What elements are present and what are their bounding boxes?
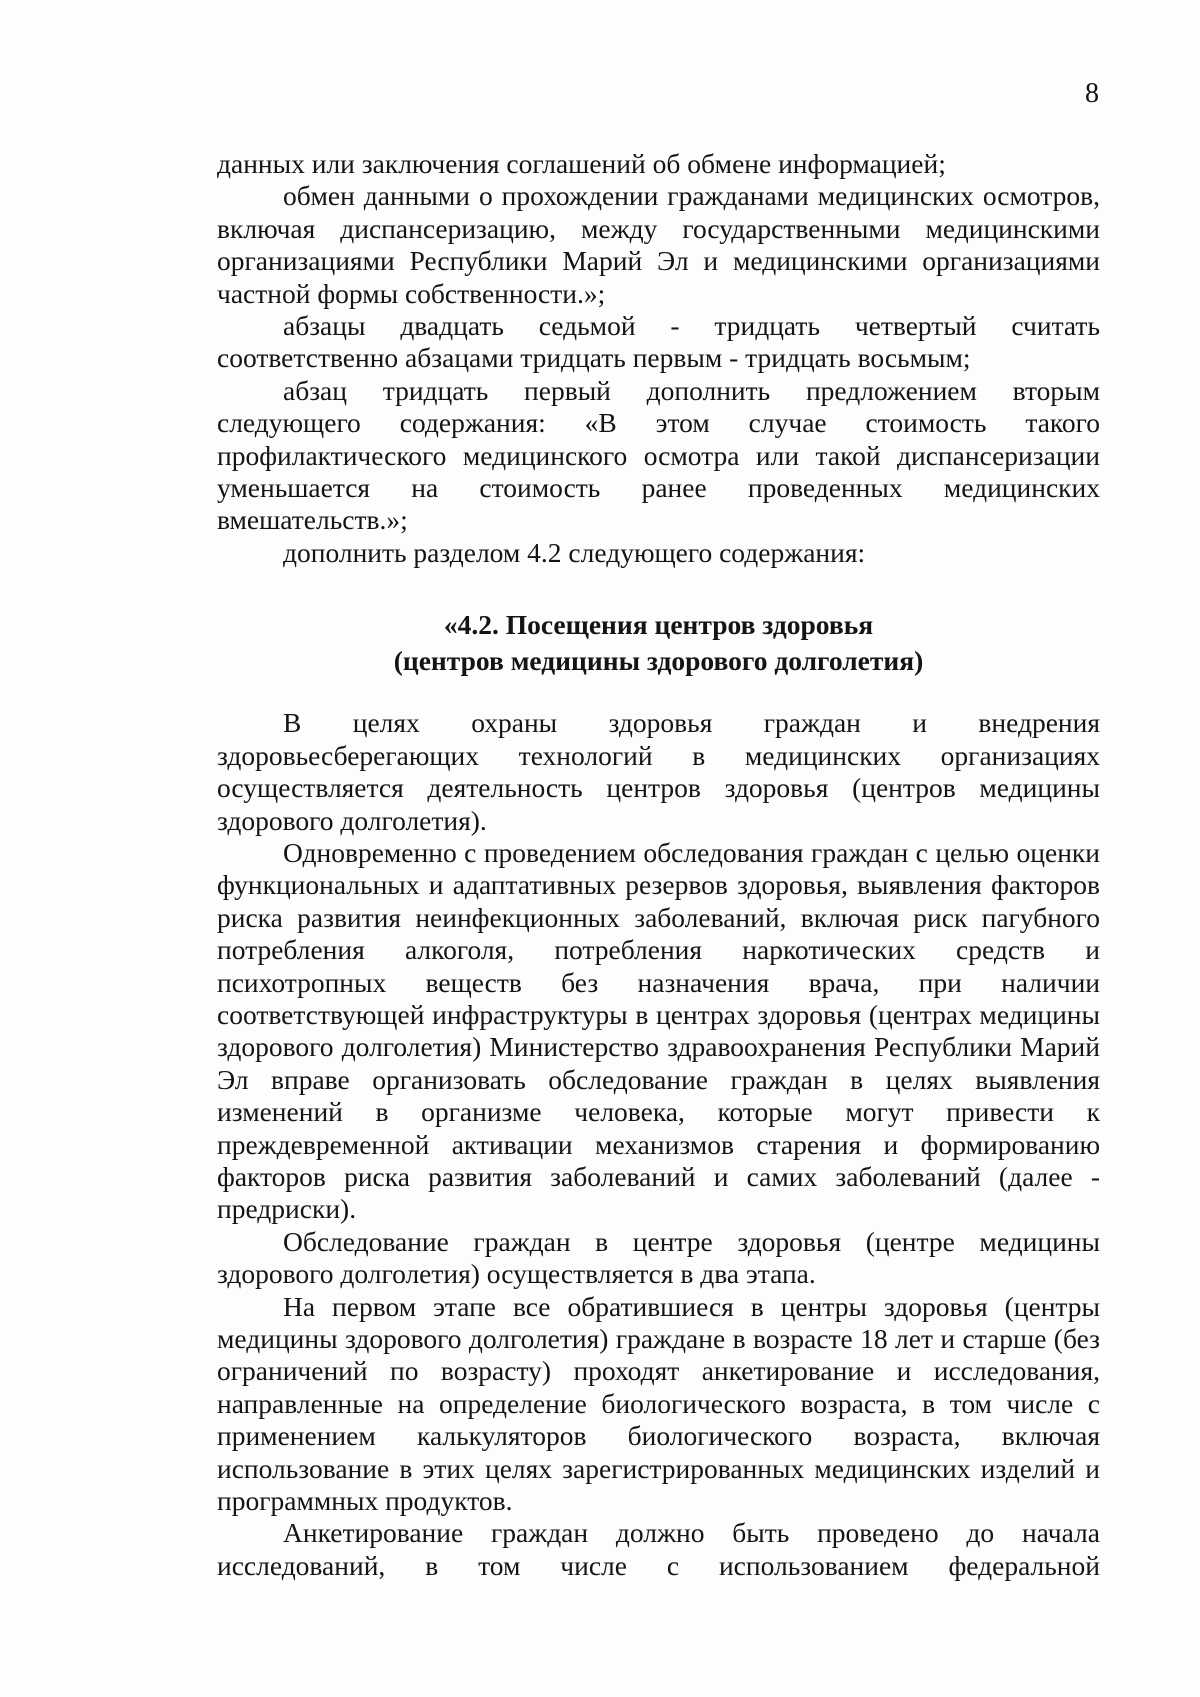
page-number: 8 xyxy=(1085,78,1099,109)
paragraph: В целях охраны здоровья граждан и внедрения здоровьесберегающих технологий в медицинских организациях осуществляется деятельность центров здоровья (центров медицины здорового долголетия). xyxy=(217,707,1100,836)
section-heading xyxy=(217,607,1100,679)
section-title-line: «4.2. Посещения центров здоровья xyxy=(443,609,874,641)
paragraph: данных или заключения соглашений об обмене информацией; xyxy=(217,148,946,179)
paragraph: обмен данными о прохождении гражданами медицинских осмотров, включая диспансеризацию, между государственными медицинскими организациями Республики Марий Эл и медицинскими организациями частной формы собственности.»; xyxy=(217,180,1100,309)
document-body xyxy=(217,148,1100,1582)
paragraph: Одновременно с проведением обследования граждан с целью оценки функциональных и адаптативных резервов здоровья, выявления факторов риска развития неинфекционных заболеваний, включая риск пагубного потребления алкоголя, потребления наркотических средств и психотропных веществ без назначения врача, при наличии соответствующей инфраструктуры в центрах здоровья (центрах медицины здорового долголетия) Министерство здравоохранения Республики Марий Эл вправе организовать обследование граждан в целях выявления изменений в организме человека, которые могут привести к преждевременной активации механизмов старения и формированию факторов риска развития заболеваний и самих заболеваний (далее - предриски). xyxy=(217,836,1100,1225)
paragraph: абзац тридцать первый дополнить предложением вторым следующего содержания: «В этом случае стоимость такого профилактического медицинского осмотра или такой диспансеризации уменьшается на стоимость ранее проведенных медицинских вмешательств.»; xyxy=(217,374,1100,536)
paragraph: абзацы двадцать седьмой - тридцать четвертый считать соответственно абзацами тридцать первым - тридцать восьмым; xyxy=(217,310,1100,374)
paragraph: Анкетирование граждан должно быть проведено до начала исследований, в том числе с использованием федеральной xyxy=(217,1517,1100,1581)
paragraph: На первом этапе все обратившиеся в центры здоровья (центры медицины здорового долголетия) граждане в возрасте 18 лет и старше (без ограничений по возрасту) проходят анкетирование и исследования, направленные на определение биологического возраста, в том числе с применением калькуляторов биологического возраста, включая использование в этих целях зарегистрированных медицинских изделий и программных продуктов. xyxy=(217,1290,1100,1517)
section-subtitle-line: (центров медицины здорового долголетия) xyxy=(393,645,924,677)
paragraph: дополнить разделом 4.2 следующего содержания: xyxy=(283,536,866,568)
paragraph: Обследование граждан в центре здоровья (центре медицины здорового долголетия) осуществляется в два этапа. xyxy=(217,1225,1100,1290)
